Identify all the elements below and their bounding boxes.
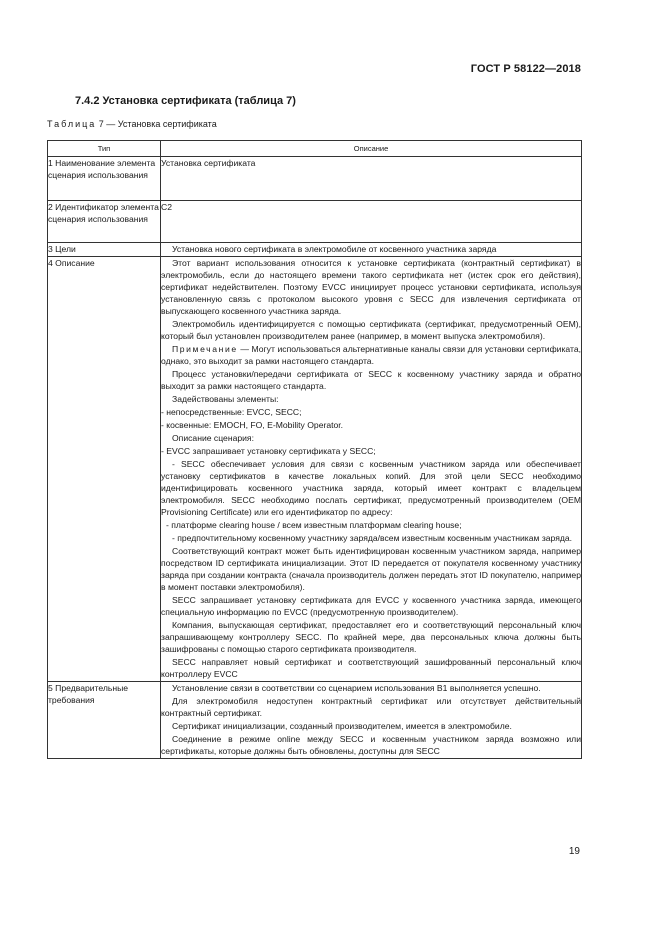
description-paragraph: SECC направляет новый сертификат и соответствующий зашифрованный персональный ключ контроллеру EVCC xyxy=(161,657,581,679)
table-row xyxy=(48,201,582,243)
row-description xyxy=(161,682,582,759)
row-label: 4 Описание xyxy=(48,257,161,682)
row-description xyxy=(161,243,582,257)
description-paragraph: Компания, выпускающая сертификат, предоставляет его и соответствующий персональный ключ запрашивающему контроллеру SECC. По крайней мере, два персональных ключа должны быть зашифрованы с помощью старого сертификата производителя. xyxy=(161,620,581,654)
description-paragraph: Задействованы элементы: xyxy=(172,394,279,404)
scenario-label: Описание сценария: xyxy=(172,433,254,443)
description-paragraph: Этот вариант использования относится к установке сертификата (контрактный сертификат) в электромобиль, если до настоящего времени такого сертификата нет (истек срок его действия), сертификат недействителен. Поэтому EVCC инициирует процесс установки сертификата, используя установленную связь с протоколом высокого уровня с SECC для извлечения сертификата от выпускающего косвенного участника заряда. xyxy=(161,258,581,316)
standard-header: ГОСТ Р 58122—2018 xyxy=(470,63,581,75)
description-paragraph: SECC запрашивает установку сертификата для EVCC у косвенного участника заряда, имеющего специальную информацию по EVCC (предусмотренную производителем). xyxy=(161,595,581,617)
list-item: - непосредственные: EVCC, SECC; xyxy=(161,407,302,417)
description-paragraph: Процесс установки/передачи сертификата от SECC к косвенному участнику заряда и обратно выходит за рамки настоящего стандарта. xyxy=(161,369,581,391)
table-header-row xyxy=(48,141,582,157)
row-description xyxy=(161,201,582,243)
description-paragraph: Соединение в режиме online между SECC и косвенным участником заряда возможно или сертификаты, которые должны быть обновлены, доступны для SECC xyxy=(161,734,581,756)
caption-text: 7 — Установка сертификата xyxy=(96,119,217,129)
table-row xyxy=(48,257,582,682)
description-paragraph: Установление связи в соответствии со сценарием использования B1 выполняется успешно. xyxy=(172,683,541,693)
section-title: 7.4.2 Установка сертификата (таблица 7) xyxy=(75,95,296,107)
description-paragraph: Соответствующий контракт может быть идентифицирован косвенным участником заряда, например посредством ID сертификата инициализации. Этот ID передается от покупателя косвенному участнику заряда при создании контракта (сначала производитель должен передать этот ID покупателю, например в момент поставки электромобиля). xyxy=(161,546,581,592)
description-paragraph: Установка сертификата xyxy=(161,158,256,168)
certificate-table xyxy=(47,140,582,759)
table-row xyxy=(48,243,582,257)
list-item: - EVCC запрашивает установку сертификата у SECC; xyxy=(161,446,376,456)
table-row xyxy=(48,157,582,201)
row-label: 3 Цели xyxy=(48,243,161,257)
description-paragraph: Установка нового сертификата в электромобиле от косвенного участника заряда xyxy=(172,244,497,254)
row-description xyxy=(161,257,582,682)
row-description xyxy=(161,157,582,201)
table-row xyxy=(48,682,582,759)
page-number: 19 xyxy=(568,846,580,857)
description-paragraph: C2 xyxy=(161,202,172,212)
row-label: 5 Предварительные требования xyxy=(48,682,161,759)
address-list-item: - платформе clearing house / всем известным платформам clearing house; xyxy=(166,520,462,530)
note-paragraph xyxy=(161,343,581,367)
table-caption xyxy=(47,119,217,129)
list-item: - SECC обеспечивает условия для связи с косвенным участником заряда или обеспечивает установку сертификатов в качестве локальных копий. Для этой цели SECC необходимо идентифицировать косвенного участника заряда, который имеет контракт с владельцем электромобиля. SECC необходимо послать сертификат, предусмотренный производителем (OEM Provisioning Certificate) или его идентификатор по адресу: xyxy=(161,459,581,517)
caption-prefix: Таблица xyxy=(47,119,97,129)
note-label: Примечание xyxy=(172,344,238,354)
description-paragraph: Сертификат инициализации, созданный производителем, имеется в электромобиле. xyxy=(172,721,512,731)
description-paragraph: Для электромобиля недоступен контрактный сертификат или отсутствует действительный контрактный сертификат. xyxy=(161,696,581,718)
column-header-type: Тип xyxy=(48,141,161,157)
address-list-item: - предпочтительному косвенному участнику заряда/всем известным косвенным участникам заряда. xyxy=(172,533,573,543)
row-label: 1 Наименование элемента сценария использования xyxy=(48,157,161,201)
description-paragraph: Электромобиль идентифицируется с помощью сертификата (сертификат, предусмотренный OEM), который был установлен производителем ранее (например, в момент выпуска электромобиля). xyxy=(161,319,581,341)
column-header-description: Описание xyxy=(161,141,582,157)
list-item: - косвенные: EMOCH, FO, E-Mobility Operator. xyxy=(161,420,344,430)
row-label: 2 Идентификатор элемента сценария использования xyxy=(48,201,161,243)
note-text: — Могут использоваться альтернативные каналы связи для установки сертификата, однако, это выходит за рамки настоящего стандарта. xyxy=(161,344,581,366)
